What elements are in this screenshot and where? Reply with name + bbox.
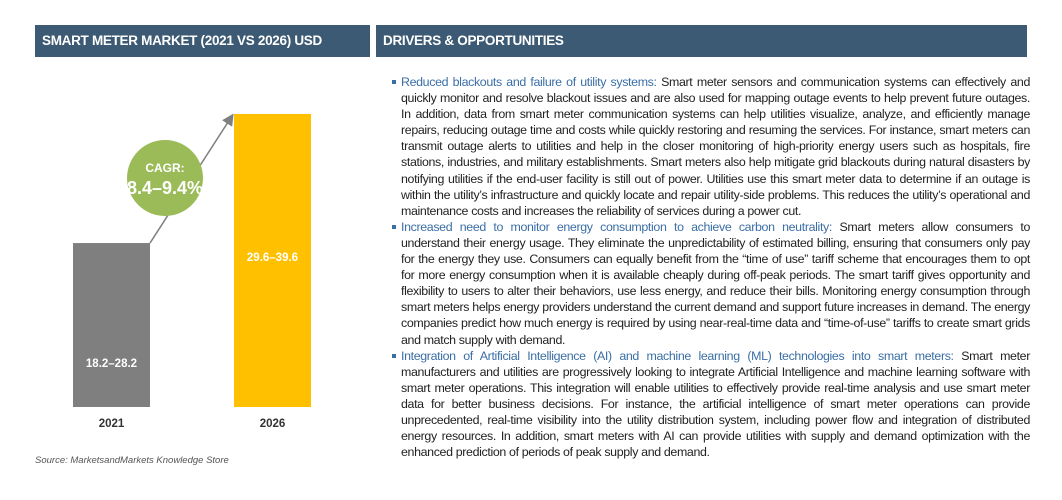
data-label-2021: 18.2–28.2 xyxy=(85,358,138,370)
driver-item xyxy=(392,348,1030,461)
bar-chart xyxy=(0,60,370,450)
cagr-value: 8.4–9.4% xyxy=(126,178,204,198)
driver-item xyxy=(392,74,1030,219)
category-label-2021: 2021 xyxy=(98,418,125,430)
driver-text: Smart meter sensors and communication systems can effectively and quickly monitor and resolve blackout issues and are also used for mapping outage events to help prevent future outages. In addition, data from smart meter communication systems can help utilities visualize, analyze, and efficiently manage repairs, reducing outage time and costs while quickly restoring and resuming the services. For instance, smart meters can transmit outage alerts to utilities and help in the closer monitoring of high-priority energy users such as hospitals, fire stations, industries, and military establishments. Smart meters also help mitigate grid blackouts during natural disasters by notifying utilities if the end-user facility is still out of power. Utilities use this smart meter data to determine if an outage is within the utility’s infrastructure and quickly locate and repair utility-side problems. This reduces the utility’s operational and maintenance costs and increases the reliability of services during a power cut. xyxy=(401,75,1030,218)
chart-header: SMART METER MARKET (2021 VS 2026) USD BILLION xyxy=(35,25,370,57)
source-note: Source: MarketsandMarkets Knowledge Store xyxy=(35,455,229,466)
driver-text: Smart meters allow consumers to understand their energy usage. They eliminate the unpredictability of estimated billing, ensuring that consumers only pay for the energy they use. Consumers can equally benefit from the “time of use” tariff scheme that encourages them to opt for more energy consumption when it is available cheaply during off-peak periods. The smart tariff gives opportunity and flexibility to users to alter their behaviors, use less energy, and reduce their bills. Monitoring energy consumption through smart meters helps energy providers understand the current demand and support future increases in demand. The energy companies predict how much energy is required by using near-real-time data and “time-of-use” tariffs to create smart grids and match supply with demand. xyxy=(401,219,1031,347)
driver-title: Reduced blackouts and failure of utility systems: xyxy=(401,75,657,89)
drivers-header: DRIVERS & OPPORTUNITIES xyxy=(376,25,1027,57)
data-label-2026: 29.6–39.6 xyxy=(246,252,299,264)
bar-2021 xyxy=(73,243,150,407)
driver-text: Smart meter manufacturers and utilities are progressively looking to integrate Artificial Intelligence and machine learning software with smart meter operations. This integration will enable utilities to effectively provide real-time analysis and use smart meter data for better business decisions. For instance, the artificial intelligence of smart meter operations can provide unprecedented, real-time visibility into the utility distribution system, including power flow and integration of distributed energy resources. In addition, smart meters with AI can provide utilities with supply and demand optimization with the enhanced prediction of periods of peak supply and demand. xyxy=(401,348,1030,460)
drivers-list xyxy=(392,74,1030,460)
cagr-title: CAGR: xyxy=(145,161,185,175)
driver-title: Integration of Artificial Intelligence (AI) and machine learning (ML) technologies into smart meters: xyxy=(401,348,954,363)
driver-title: Increased need to monitor energy consumption to achieve carbon neutrality: xyxy=(401,219,832,234)
category-label-2026: 2026 xyxy=(259,418,286,430)
driver-item xyxy=(392,219,1030,348)
